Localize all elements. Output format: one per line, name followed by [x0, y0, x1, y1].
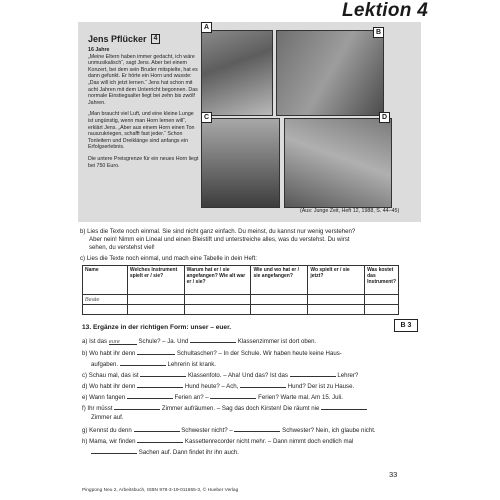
table-cell	[308, 305, 365, 315]
table-header-row	[83, 266, 399, 295]
source-citation: (Aus: Junge Zeit, Heft 12, 1988, S. 44–45)	[300, 208, 400, 214]
table-header: Was kostet das Instrument?	[365, 266, 399, 295]
table-header: Name	[83, 266, 128, 295]
blank	[140, 370, 186, 377]
photo-label-b: B	[373, 27, 384, 38]
exercise-line-h-cont	[91, 447, 239, 456]
exercise-line-b-cont	[91, 359, 216, 368]
exercise-line-d	[82, 381, 354, 390]
text: c) Schau mal, das ist	[82, 372, 139, 379]
story-paragraph-2: „Man braucht viel Luft, und eine kleine Lunge ist ungünstig, wenn man Horn lernen will“, erklärt Jens. „Aber aus einem Horn einen Ton rauszukriegen, schafft fast jeder.“ Schon Tonleitern und Dreiklänge sind anfangs ein Erfolgserlebnis.	[88, 111, 195, 151]
text: e) Wann fangen	[82, 394, 126, 401]
text: Schwester nicht? –	[181, 427, 233, 434]
text: Lehrerin ist krank.	[167, 361, 216, 368]
exercise-line-f-cont	[91, 414, 124, 421]
story-name: Jens Pflücker	[88, 34, 147, 44]
text: Ferien? Warte mal. Am 15. Juli.	[258, 394, 343, 401]
text: b) Wo habt ihr denn	[82, 350, 136, 357]
blank	[137, 436, 183, 443]
table-cell	[308, 295, 365, 305]
table-cell	[251, 295, 308, 305]
text: Zimmer auf.	[91, 414, 124, 421]
table-cell	[365, 295, 399, 305]
answer-table	[82, 265, 399, 315]
blank	[290, 370, 336, 377]
blank	[114, 403, 160, 410]
blank	[210, 392, 256, 399]
blank	[91, 447, 137, 454]
text: Hund? Der ist zu Hause.	[287, 383, 355, 390]
exercise-line-h	[82, 436, 353, 445]
table-cell: Beate	[83, 295, 128, 305]
exercise-line-a	[82, 336, 316, 345]
text: Klassenfoto. – Aha! Und das? Ist das	[187, 372, 288, 379]
handwritten-answer: eure	[108, 339, 120, 345]
text: Lehrer?	[337, 372, 359, 379]
table-cell	[127, 295, 184, 305]
blank	[234, 425, 280, 432]
exercise-13-title: 13. Ergänze in der richtigen Form: unser – euer.	[82, 324, 232, 331]
text: Hund heute? – Ach,	[184, 383, 239, 390]
blank	[190, 336, 236, 343]
text: d) Wo habt ihr denn	[82, 383, 136, 390]
blank-with-answer	[109, 338, 137, 345]
task-b-line-1: b) Lies die Texte noch einmal. Sie sind nicht ganz einfach. Du meinst, du kannst nur wenig verstehen?	[80, 228, 356, 235]
text: g) Kennst du denn	[82, 427, 132, 434]
blank	[127, 392, 173, 399]
blank	[137, 348, 175, 355]
story-number-box: 4	[151, 34, 161, 44]
task-c-line: c) Lies die Texte noch einmal, und mach eine Tabelle in dein Heft:	[80, 255, 257, 262]
page-number: 33	[389, 470, 398, 479]
exercise-line-b	[82, 348, 342, 357]
table-cell	[365, 305, 399, 315]
table-cell	[184, 295, 251, 305]
exercise-line-c	[82, 370, 358, 379]
lesson-title: Lektion 4	[342, 0, 429, 21]
photo-label-c: C	[201, 112, 212, 123]
text: aufgaben.	[91, 361, 119, 368]
text: Ferien an? –	[174, 394, 209, 401]
blank	[137, 381, 183, 388]
text: Sachen auf. Dann findet ihr ihn auch.	[138, 449, 239, 456]
blank	[321, 403, 367, 410]
blank	[134, 425, 180, 432]
table-header: Warum hat er / sie angefangen? Wie alt war er / sie?	[184, 266, 251, 295]
story-age: 16 Jahre	[88, 47, 110, 53]
text: Kassettenrecorder nicht mehr. – Dann nimmt doch endlich mal	[184, 438, 354, 445]
table-cell	[127, 305, 184, 315]
text: Schule? – Ja. Und	[138, 338, 189, 345]
blank	[120, 359, 166, 366]
photo-label-d: D	[379, 112, 390, 123]
footer-imprint: Pingpong Neu 2, Arbeitsbuch, ISBN 978-3-19-011655-3, © Hueber Verlag	[82, 488, 239, 493]
table-row	[83, 295, 399, 305]
photo-label-a: A	[201, 22, 212, 33]
table-header: Wie und wo hat er / sie angefangen?	[251, 266, 308, 295]
story-paragraph-1: „Meine Eltern haben immer gedacht, ich wäre unmusikalisch“, sagt Jens. Aber bei einem Konzert, bei dem sein Bruder mitspielte, hat es dann gefunkt. Er hörte ein Horn und wusste: „Das will ich jetzt lernen.“ Jens hat schon mit acht Jahren mit dem Unterricht begonnen. Das normale Einstiegsalter liegt bei zehn bis zwölf Jahren.	[88, 53, 198, 106]
blank	[240, 381, 286, 388]
text: Klassenzimmer ist dort oben.	[237, 338, 317, 345]
text: f) Ihr müsst	[82, 405, 113, 412]
table-header: Wo spielt er / sie jetzt?	[308, 266, 365, 295]
text: Schwester? Nein, ich glaube nicht.	[282, 427, 376, 434]
table-cell	[251, 305, 308, 315]
footer	[82, 488, 427, 493]
exercise-line-e	[82, 392, 343, 401]
photo-d	[284, 118, 392, 208]
text: Schultaschen? – In der Schule. Wir haben heute keine Haus-	[176, 350, 342, 357]
story-text	[88, 34, 200, 174]
exercise-line-f	[82, 403, 367, 412]
task-b-line-2: Aber nein! Nimm ein Lineal und einen Bleistift und unterstreiche alles, was du verstehst. Du wirst	[89, 236, 350, 243]
section-badge: B 3	[394, 319, 418, 332]
table-header: Welches Instrument spielt er / sie?	[127, 266, 184, 295]
story-heading	[88, 34, 200, 44]
table-row	[83, 305, 399, 315]
text: h) Mama, wir finden	[82, 438, 136, 445]
text: a) Ist das	[82, 338, 108, 345]
photo-a	[201, 30, 273, 116]
text: Zimmer aufräumen. – Sag das doch Kirsten! Die räumt nie	[161, 405, 320, 412]
photo-c	[201, 118, 280, 208]
photo-b	[276, 30, 384, 116]
table-cell	[184, 305, 251, 315]
story-paragraph-3: Die untere Preisgrenze für ein neues Horn liegt bei 750 Euro.	[88, 155, 199, 169]
task-b-line-3: sehen, du verstehst viel!	[89, 244, 155, 251]
table-cell	[83, 305, 128, 315]
exercise-line-g	[82, 425, 376, 434]
